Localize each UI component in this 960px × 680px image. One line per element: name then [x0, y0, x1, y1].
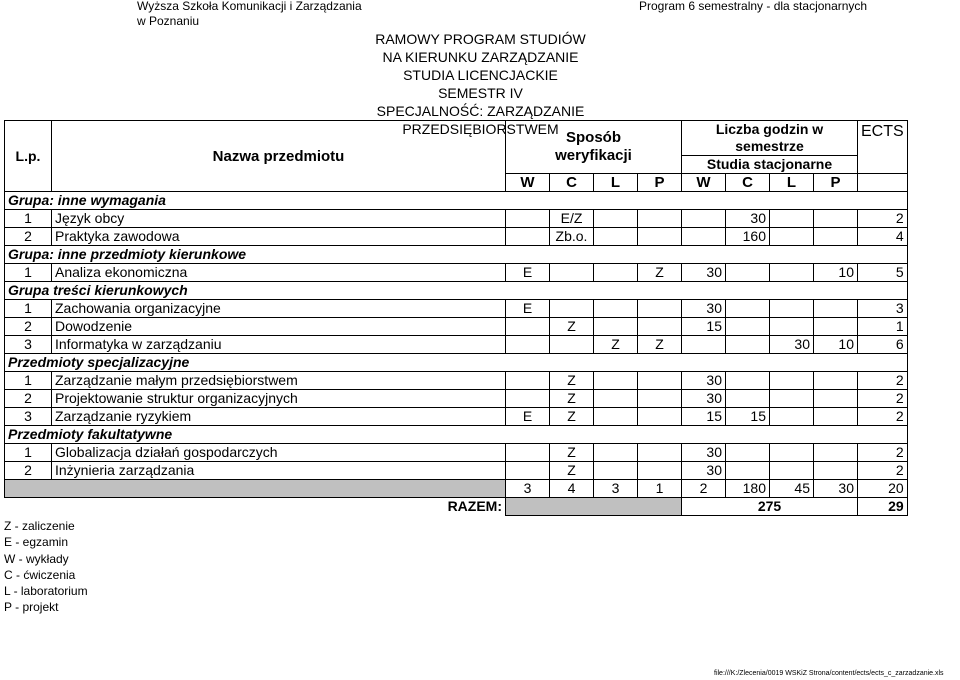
col-header-7: P	[814, 174, 858, 192]
razem-gray	[506, 498, 682, 516]
school-name-line2: w Poznaniu	[137, 14, 200, 28]
cell-vP: Z	[638, 336, 682, 354]
cell-hC	[726, 336, 770, 354]
col-header-2: L	[594, 174, 638, 192]
cell-vL	[594, 210, 638, 228]
cell-vW: E	[506, 264, 550, 282]
cell-hP	[814, 372, 858, 390]
title-line1: RAMOWY PROGRAM STUDIÓW	[375, 31, 586, 47]
table-row	[5, 228, 908, 246]
ects-header-blank	[858, 174, 908, 192]
legend-item: C - ćwiczenia	[4, 567, 76, 582]
cell-vC: Z	[550, 390, 594, 408]
ects-value: 6	[858, 336, 908, 354]
cell-hW: 30	[682, 264, 726, 282]
row-number: 1	[5, 210, 52, 228]
col-header-0: W	[506, 174, 550, 192]
ects-value: 2	[858, 372, 908, 390]
header-row-1	[5, 121, 908, 156]
cell-hP: 10	[814, 264, 858, 282]
row-number: 2	[5, 318, 52, 336]
cell-hW: 30	[682, 462, 726, 480]
legend-item: L - laboratorium	[4, 584, 88, 599]
cell-hL	[770, 210, 814, 228]
cell-vC	[550, 264, 594, 282]
cell-vW	[506, 372, 550, 390]
ects-value: 2	[858, 444, 908, 462]
ects-value: 3	[858, 300, 908, 318]
group-header	[5, 426, 908, 444]
cell-hP	[814, 408, 858, 426]
cell-vC: Z	[550, 318, 594, 336]
subject-name: Globalizacja działań gospodarczych	[52, 444, 506, 462]
table-row	[5, 462, 908, 480]
cell-vP	[638, 228, 682, 246]
row-number: 1	[5, 444, 52, 462]
cell-vW	[506, 444, 550, 462]
ects-value: 5	[858, 264, 908, 282]
cell-hC	[726, 372, 770, 390]
total-vP: 1	[638, 480, 682, 498]
table-row	[5, 372, 908, 390]
cell-hL	[770, 444, 814, 462]
subject-name: Zachowania organizacyjne	[52, 300, 506, 318]
group-title: Przedmioty fakultatywne	[5, 426, 908, 444]
row-number: 1	[5, 300, 52, 318]
cell-vP	[638, 318, 682, 336]
study-mode-header: Studia stacjonarne	[682, 156, 858, 174]
subject-name-header: Nazwa przedmiotu	[52, 121, 506, 192]
subject-name: Informatyka w zarządzaniu	[52, 336, 506, 354]
table-row	[5, 390, 908, 408]
cell-hL	[770, 408, 814, 426]
cell-vL	[594, 300, 638, 318]
cell-hP	[814, 210, 858, 228]
group-header	[5, 282, 908, 300]
cell-vL	[594, 318, 638, 336]
cell-hW	[682, 210, 726, 228]
cell-hL	[770, 300, 814, 318]
razem-row	[5, 498, 908, 516]
cell-vP	[638, 462, 682, 480]
cell-vC: Z	[550, 444, 594, 462]
cell-vW: E	[506, 408, 550, 426]
group-title: Grupa: inne wymagania	[5, 192, 908, 210]
col-header-6: L	[770, 174, 814, 192]
cell-hC	[726, 444, 770, 462]
table-row	[5, 318, 908, 336]
subject-name: Projektowanie struktur organizacyjnych	[52, 390, 506, 408]
cell-vW	[506, 318, 550, 336]
cell-vC: Z	[550, 462, 594, 480]
total-hL: 30	[814, 480, 858, 498]
cell-vW	[506, 462, 550, 480]
row-number: 2	[5, 228, 52, 246]
cell-vL	[594, 390, 638, 408]
razem-ects: 29	[858, 498, 908, 516]
hours-header: Liczba godzin w semestrze	[682, 121, 858, 156]
table-row	[5, 336, 908, 354]
cell-hP	[814, 228, 858, 246]
cell-hL	[770, 318, 814, 336]
cell-hP	[814, 390, 858, 408]
ects-value: 4	[858, 228, 908, 246]
program-table	[4, 120, 908, 516]
totals-blank	[5, 480, 506, 498]
row-number: 3	[5, 408, 52, 426]
cell-hW	[682, 228, 726, 246]
col-header-4: W	[682, 174, 726, 192]
table-row	[5, 300, 908, 318]
cell-vC: E/Z	[550, 210, 594, 228]
subject-name: Analiza ekonomiczna	[52, 264, 506, 282]
ects-value: 2	[858, 462, 908, 480]
cell-vC: Zb.o.	[550, 228, 594, 246]
row-number: 1	[5, 264, 52, 282]
cell-hC	[726, 318, 770, 336]
cell-hC: 15	[726, 408, 770, 426]
legend-item: W - wykłady	[4, 551, 69, 566]
legend	[4, 518, 88, 616]
cell-hP	[814, 318, 858, 336]
title-line2: NA KIERUNKU ZARZĄDZANIE	[382, 49, 579, 65]
table-row	[5, 264, 908, 282]
row-number: 2	[5, 390, 52, 408]
table-row	[5, 444, 908, 462]
col-header-1: C	[550, 174, 594, 192]
title-line4: SEMESTR IV	[438, 85, 523, 101]
cell-vW	[506, 228, 550, 246]
legend-item: Z - zaliczenie	[4, 519, 75, 533]
group-title: Grupa treści kierunkowych	[5, 282, 908, 300]
cell-vL: Z	[594, 336, 638, 354]
row-number: 2	[5, 462, 52, 480]
cell-hC: 160	[726, 228, 770, 246]
cell-vL	[594, 372, 638, 390]
cell-hW: 30	[682, 390, 726, 408]
ects-value: 1	[858, 318, 908, 336]
cell-hL	[770, 372, 814, 390]
cell-vL	[594, 264, 638, 282]
subject-name: Zarządzanie ryzykiem	[52, 408, 506, 426]
legend-item: E - egzamin	[4, 535, 69, 550]
cell-vP	[638, 408, 682, 426]
cell-hP	[814, 444, 858, 462]
group-title: Przedmioty specjalizacyjne	[5, 354, 908, 372]
title-line3: STUDIA LICENCJACKIE	[403, 67, 558, 83]
cell-vC	[550, 300, 594, 318]
cell-vW: E	[506, 300, 550, 318]
cell-hC	[726, 264, 770, 282]
cell-hC: 30	[726, 210, 770, 228]
cell-hW: 15	[682, 408, 726, 426]
legend-item: P - projekt	[4, 600, 59, 615]
table-row	[5, 408, 908, 426]
cell-hW: 15	[682, 318, 726, 336]
subject-name: Dowodzenie	[52, 318, 506, 336]
cell-vL	[594, 462, 638, 480]
ects-value: 2	[858, 390, 908, 408]
cell-vC: Z	[550, 408, 594, 426]
group-title: Grupa: inne przedmioty kierunkowe	[5, 246, 908, 264]
total-vW: 3	[506, 480, 550, 498]
cell-hW: 30	[682, 444, 726, 462]
cell-vP: Z	[638, 264, 682, 282]
cell-vW	[506, 210, 550, 228]
cell-hP: 10	[814, 336, 858, 354]
totals-row	[5, 480, 908, 498]
group-header	[5, 246, 908, 264]
verification-method-header: Sposób weryfikacji	[506, 121, 682, 174]
cell-hW	[682, 336, 726, 354]
cell-vW	[506, 336, 550, 354]
total-vC: 4	[550, 480, 594, 498]
program-type: Program 6 semestralny - dla stacjonarnych	[639, 0, 868, 13]
cell-hC	[726, 390, 770, 408]
title-line5: SPECJALNOŚĆ: ZARZĄDZANIE PRZEDSIĘBIORSTWEM	[376, 103, 585, 137]
cell-hW: 30	[682, 300, 726, 318]
cell-vP	[638, 390, 682, 408]
cell-hP	[814, 462, 858, 480]
cell-hC	[726, 300, 770, 318]
ects-value: 2	[858, 210, 908, 228]
group-header	[5, 192, 908, 210]
row-number: 3	[5, 336, 52, 354]
cell-hL	[770, 390, 814, 408]
cell-hP	[814, 300, 858, 318]
total-hW: 180	[726, 480, 770, 498]
row-number: 1	[5, 372, 52, 390]
cell-hC	[726, 462, 770, 480]
cell-hL	[770, 462, 814, 480]
total-hC: 45	[770, 480, 814, 498]
razem-label: RAZEM:	[447, 498, 502, 515]
cell-vP	[638, 300, 682, 318]
cell-hL: 30	[770, 336, 814, 354]
subject-name: Inżynieria zarządzania	[52, 462, 506, 480]
subject-name: Język obcy	[52, 210, 506, 228]
school-name-line1: Wyższa Szkoła Komunikacji i Zarządzania	[137, 0, 362, 13]
cell-vW	[506, 390, 550, 408]
ects-value: 2	[858, 408, 908, 426]
cell-vL	[594, 228, 638, 246]
subject-name: Praktyka zawodowa	[52, 228, 506, 246]
cell-vL	[594, 444, 638, 462]
group-header	[5, 354, 908, 372]
lp-header: L.p.	[5, 121, 52, 192]
cell-vP	[638, 444, 682, 462]
total-vL: 3	[594, 480, 638, 498]
cell-hL	[770, 228, 814, 246]
col-header-3: P	[638, 174, 682, 192]
cell-vP	[638, 372, 682, 390]
col-header-5: C	[726, 174, 770, 192]
subject-name: Zarządzanie małym przedsiębiorstwem	[52, 372, 506, 390]
cell-vP	[638, 210, 682, 228]
cell-vC	[550, 336, 594, 354]
cell-hW: 30	[682, 372, 726, 390]
total-hP: 20	[858, 480, 908, 498]
table-row	[5, 210, 908, 228]
ects-header: ECTS	[858, 121, 908, 174]
file-path: file:///K:/Zlecenia/0019 WSKiZ Strona/content/ects/ects_c_zarzadzanie.xls	[714, 670, 944, 677]
cell-vC: Z	[550, 372, 594, 390]
total-vZ: 2	[682, 480, 726, 498]
razem-hours: 275	[682, 498, 858, 516]
cell-vL	[594, 408, 638, 426]
cell-hL	[770, 264, 814, 282]
